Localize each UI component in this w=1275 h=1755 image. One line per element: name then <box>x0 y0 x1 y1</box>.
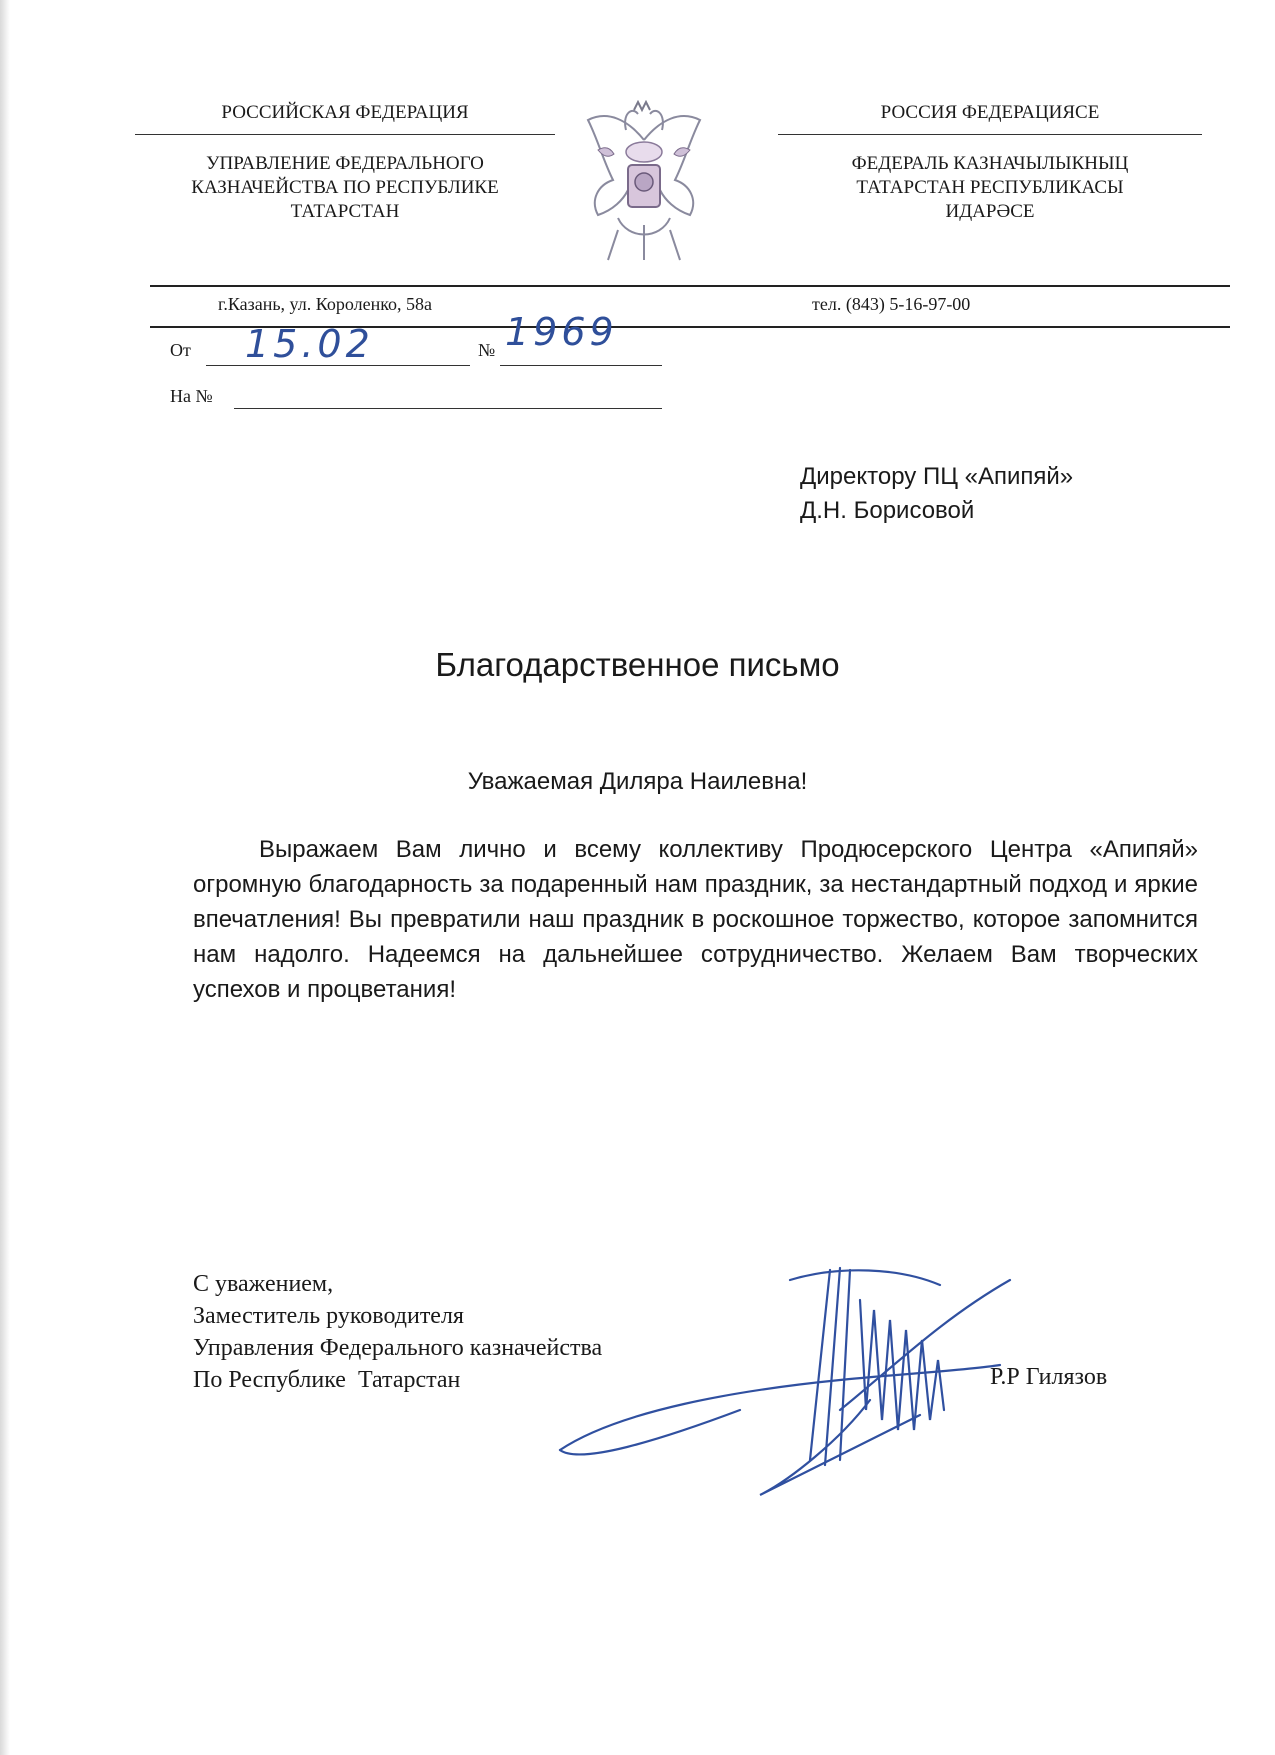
reply-number-line <box>234 408 662 409</box>
org-address: г.Казань, ул. Короленко, 58а <box>218 294 433 314</box>
header-right-org-line: ИДАРӘСЕ <box>945 201 1035 222</box>
header-right-org-line: ФЕДЕРАЛЬ КАЗНАЧЫЛЫКНЫЦ <box>851 153 1129 174</box>
addressee-line: Д.Н. Борисовой <box>800 497 975 524</box>
from-date-label: От <box>170 340 191 360</box>
signer-name: Р.Р Гилязов <box>990 1364 1108 1390</box>
header-left-org-line: КАЗНАЧЕЙСТВА ПО РЕСПУБЛИКЕ <box>191 177 499 198</box>
header-left-divider <box>135 134 555 135</box>
closing-line: С уважением, <box>193 1271 334 1297</box>
letter-title: Благодарственное письмо <box>435 646 840 683</box>
header-right-country: РОССИЯ ФЕДЕРАЦИЯСЕ <box>880 102 1100 123</box>
from-date-handwritten: 15.02 <box>245 322 374 366</box>
header-right-divider <box>778 134 1202 135</box>
header-left-org <box>135 152 555 224</box>
address-rule-top <box>150 285 1230 287</box>
letter-greeting: Уважаемая Диляра Наилевна! <box>467 768 808 795</box>
header-right-org <box>778 152 1202 224</box>
header-left-org-line: УПРАВЛЕНИЕ ФЕДЕРАЛЬНОГО <box>206 153 484 174</box>
org-phone: тел. (843) 5-16-97-00 <box>812 294 971 314</box>
header-left-country: РОССИЙСКАЯ ФЕДЕРАЦИЯ <box>221 102 469 123</box>
scan-edge-shadow <box>0 0 10 1755</box>
closing-line: По Республике Татарстан <box>193 1367 461 1393</box>
header-right-org-line: ТАТАРСТАН РЕСПУБЛИКАСЫ <box>856 177 1124 198</box>
letter-body: Выражаем Вам лично и всему коллективу Продюсерского Центра «Апипяй» огромную благодарность за подаренный нам праздник, за нестандартный подход и яркие впечатления! Вы превратили наш праздник в роскошное торжество, которое запомнится нам надолго. Надеемся на дальнейшее сотрудничество. Желаем Вам творческих успехов и процветания! <box>193 836 1198 1003</box>
addressee-line: Директору ПЦ «Апипяй» <box>800 463 1074 490</box>
double-headed-eagle-emblem-icon <box>578 100 710 268</box>
closing-line: Заместитель руководителя <box>193 1303 464 1329</box>
reply-number-label: На № <box>170 386 213 406</box>
outgoing-number-line <box>500 365 662 366</box>
addressee <box>800 460 1073 528</box>
handwritten-signature-icon <box>540 1240 1020 1500</box>
closing-line: Управления Федерального казначейства <box>193 1335 603 1361</box>
outgoing-number-label: № <box>478 340 496 360</box>
outgoing-number-handwritten: 1969 <box>505 310 618 354</box>
header-left-org-line: ТАТАРСТАН <box>290 201 400 222</box>
